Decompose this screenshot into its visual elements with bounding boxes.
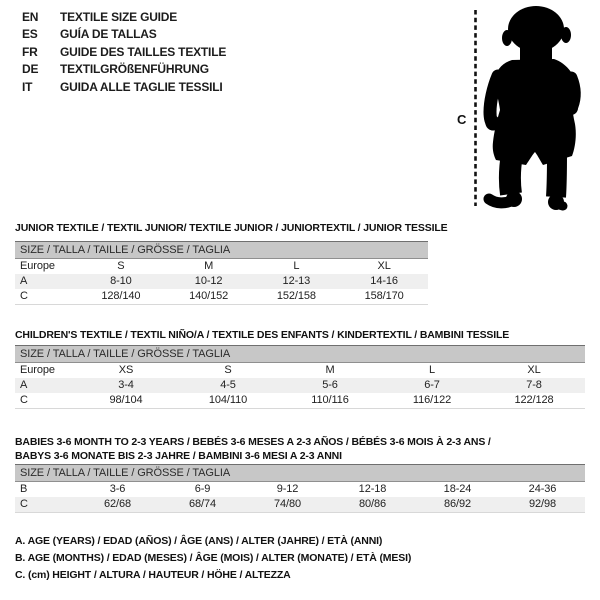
children-section-title (15, 328, 509, 342)
cell-value: 10-12 (194, 275, 223, 287)
baby-figure (450, 4, 585, 216)
language-row (22, 9, 226, 26)
row-label: Europe (20, 364, 55, 376)
table-row (15, 393, 585, 408)
cell-value: 68/74 (188, 498, 217, 510)
cell-value: XS (118, 364, 134, 376)
language-title: TEXTILGRÖßENFÜHRUNG (60, 62, 209, 77)
cell-value: L (428, 364, 436, 376)
size-header-row: SIZE / TALLA / TAILLE / GRÖSSE / TAGLIA (15, 241, 428, 259)
row-label: C (20, 394, 28, 406)
language-code: FR (22, 44, 38, 59)
row-label: Europe (20, 260, 55, 272)
cell-value: 158/170 (364, 290, 404, 302)
babies-size-table (15, 464, 585, 513)
language-code: IT (22, 79, 33, 94)
footnotes (15, 533, 411, 584)
language-title: GUÍA DE TALLAS (60, 27, 157, 42)
cell-value: 6-7 (424, 379, 440, 391)
table-row (15, 378, 585, 393)
cell-value: 3-6 (109, 483, 126, 495)
cell-value: 80/86 (358, 498, 387, 510)
cell-value: 12-18 (358, 483, 387, 495)
cell-value: S (224, 364, 232, 376)
cell-value: 8-10 (110, 275, 132, 287)
row-label: C (20, 290, 28, 302)
cell-value: 98/104 (109, 394, 143, 406)
cell-value: 18-24 (443, 483, 472, 495)
cell-value: M (325, 364, 335, 376)
cell-value: 86/92 (443, 498, 472, 510)
language-title: GUIDA ALLE TAGLIE TESSILI (60, 79, 223, 94)
cell-value: 122/128 (514, 394, 554, 406)
language-code: ES (22, 27, 38, 42)
size-header-row: SIZE / TALLA / TAILLE / GRÖSSE / TAGLIA (15, 464, 585, 482)
cell-value: 128/140 (101, 290, 141, 302)
cell-value: 140/152 (189, 290, 229, 302)
cell-value: 152/158 (276, 290, 316, 302)
baby-silhouette (486, 6, 579, 210)
table-row (15, 289, 428, 304)
cell-value: 62/68 (103, 498, 132, 510)
cell-value: 104/110 (208, 394, 248, 406)
cell-value: M (204, 260, 214, 272)
children-size-table (15, 345, 585, 409)
language-title: TEXTILE SIZE GUIDE (60, 10, 178, 24)
cell-value: XL (377, 260, 391, 272)
size-columns-row (15, 363, 585, 378)
row-label: C (20, 498, 28, 510)
cell-value: 92/98 (528, 498, 557, 510)
language-code: EN (22, 10, 39, 24)
row-label: A (20, 379, 28, 391)
row-label: A (20, 275, 28, 287)
section-title-line: CHILDREN'S TEXTILE / TEXTIL NIÑO/A / TEXTILE DES ENFANTS / KINDERTEXTIL / BAMBINI TESSILE (15, 328, 510, 341)
cell-value: 7-8 (526, 379, 542, 391)
size-columns-row (15, 259, 428, 274)
language-row (22, 61, 226, 78)
cell-value: 24-36 (528, 483, 557, 495)
section-title-line: JUNIOR TEXTILE / TEXTIL JUNIOR/ TEXTILE JUNIOR / JUNIORTEXTIL / JUNIOR TESSILE (15, 221, 448, 234)
table-row (15, 497, 585, 512)
cell-value: 110/116 (311, 394, 349, 406)
language-title: GUIDE DES TAILLES TEXTILE (60, 44, 227, 59)
table-row (15, 274, 428, 289)
cell-value: 14-16 (370, 275, 398, 287)
cell-value: 116/122 (412, 394, 452, 406)
height-measure-label: C (457, 112, 467, 127)
footnote-line: C. (cm) HEIGHT / ALTURA / HAUTEUR / HÖHE / ALTEZZA (15, 569, 291, 581)
babies-section-title (15, 435, 491, 463)
junior-size-table (15, 241, 428, 305)
language-code: DE (22, 62, 39, 77)
cell-value: 9-12 (276, 483, 299, 495)
size-header-row: SIZE / TALLA / TAILLE / GRÖSSE / TAGLIA (15, 345, 585, 363)
footnote-line: B. AGE (MONTHS) / EDAD (MESES) / ÂGE (MOIS) / ALTER (MONATE) / ETÀ (MESI) (15, 552, 412, 564)
language-row (22, 79, 226, 96)
language-list (22, 9, 226, 96)
cell-value: 4-5 (220, 379, 236, 391)
cell-value: S (117, 260, 125, 272)
table-row (15, 482, 585, 497)
cell-value: 5-6 (322, 379, 338, 391)
section-title-line: BABYS 3-6 MONATE BIS 2-3 JAHRE / BAMBINI 3-6 MESI A 2-3 ANNI (15, 449, 342, 462)
language-row (22, 26, 226, 43)
row-label: B (20, 483, 28, 495)
section-title-line: BABIES 3-6 MONTH TO 2-3 YEARS / BEBÉS 3-6 MESES A 2-3 AÑOS / BÉBÉS 3-6 MOIS À 2-3 ANS / (15, 435, 491, 448)
cell-value: L (293, 260, 300, 272)
cell-value: 74/80 (273, 498, 302, 510)
junior-section-title (15, 221, 447, 235)
cell-value: 3-4 (118, 379, 134, 391)
footnote-line: A. AGE (YEARS) / EDAD (AÑOS) / ÂGE (ANS) / ALTER (JAHRE) / ETÀ (ANNI) (15, 535, 383, 547)
cell-value: 12-13 (282, 275, 311, 287)
cell-value: 6-9 (194, 483, 211, 495)
cell-value: XL (527, 364, 541, 376)
language-row (22, 44, 226, 61)
